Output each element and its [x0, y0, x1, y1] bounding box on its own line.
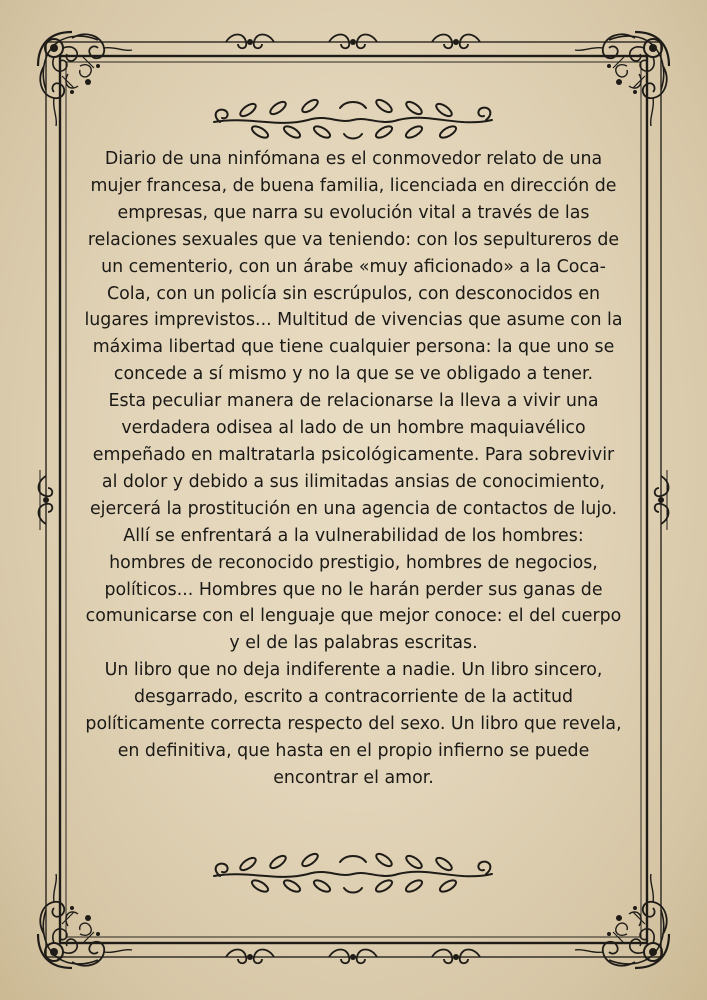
- laurel-vine-divider-icon: [208, 94, 498, 146]
- synopsis-paragraph-1: Diario de una ninfómana es el conmovedor relato de una mujer francesa, de buena familia, licenciada en dirección de empresas, que narra su evolución vital a través de las relaciones sexuales que va teniendo: con los sepultureros de un cementerio, con un árabe «muy aficionado» a la Coca-Cola, con un policía sin escrúpulos, con desconocidos en lugares imprevistos... Multitud de vivencias que asume con la máxima libertad que tiene cualquier persona: la que uno se concede a sí mismo y no la que se ve obligado a tener.: [84, 149, 623, 385]
- laurel-vine-divider-bottom-icon: [208, 848, 498, 900]
- synopsis-paragraph-3: Un libro que no deja indiferente a nadie. Un libro sincero, desgarrado, escrito a contracorriente de la actitud políticamente correcta respecto del sexo. Un libro que revela, en definitiva, que hasta en el propio infierno se puede encontrar el amor.: [85, 660, 622, 788]
- synopsis-paragraph-2: Esta peculiar manera de relacionarse la lleva a vivir una verdadera odisea al lado de un hombre maquiavélico empeñado en maltratarla psicológicamente. Para sobrevivir al dolor y debido a sus ilimitadas ansias de conocimiento, ejercerá la prostitución en una agencia de contactos de lujo. Allí se enfrentará a la vulnerabilidad de los hombres: hombres de reconocido prestigio, hombres de negocios, políticos... Hombres que no le harán perder sus ganas de comunicarse con el lenguaje que mejor conoce: el del cuerpo y el de las palabras escritas.: [85, 391, 622, 654]
- synopsis-text: [84, 146, 623, 792]
